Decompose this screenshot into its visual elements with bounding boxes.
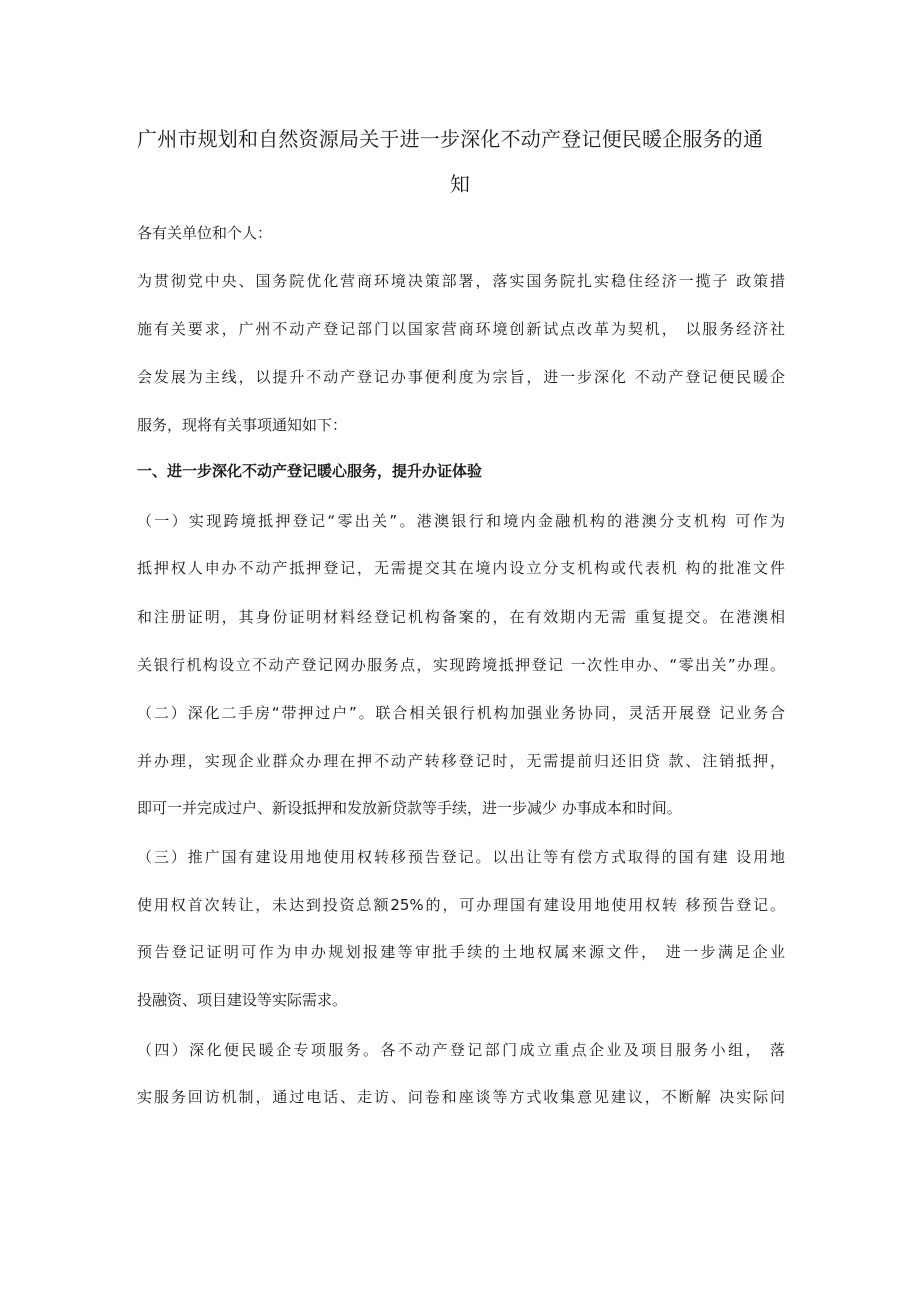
- item-2-line-3: 即可一并完成过户、新设抵押和发放新贷款等手续，进一步减少 办事成本和时间。: [137, 799, 682, 817]
- item-4-line-1: （四）深化便民暖企专项服务。各不动产登记部门成立重点企业及项目服务小组， 落: [137, 1041, 785, 1059]
- salutation: 各有关单位和个人：: [137, 224, 273, 242]
- item-3-line-2: 使用权首次转让，未达到投资总额25%的，可办理国有建设用地使用权转 移预告登记。: [137, 896, 785, 914]
- item-4-line-2: 实服务回访机制，通过电话、走访、问卷和座谈等方式收集意见建议，不断解 决实际问: [137, 1088, 785, 1106]
- item-2-line-2: 并办理，实现企业群众办理在押不动产转移登记时，无需提前归还旧贷 款、注销抵押，: [137, 752, 785, 770]
- item-3-line-4: 投融资、项目建设等实际需求。: [137, 991, 348, 1009]
- item-1-line-3: 和注册证明，其身份证明材料经登记机构备案的，在有效期内无需 重复提交。在港澳相: [137, 608, 785, 626]
- item-1-line-2: 抵押权人申办不动产抵押登记，无需提交其在境内设立分支机构或代表机 构的批准文件: [137, 559, 785, 577]
- intro-line-4: 服务，现将有关事项通知如下：: [137, 416, 348, 434]
- intro-line-3: 会发展为主线，以提升不动产登记办事便利度为宗旨，进一步深化 不动产登记便民暖企: [137, 368, 785, 386]
- section-heading-1: 一、进一步深化不动产登记暖心服务，提升办证体验: [137, 462, 483, 480]
- document-title-line-1: 广州市规划和自然资源局关于进一步深化不动产登记便民暖企服务的通: [137, 127, 764, 151]
- item-1-line-4: 关银行机构设立不动产登记网办服务点，实现跨境抵押登记 一次性申办、“零出关”办理。: [137, 656, 785, 674]
- item-1-line-1: （一）实现跨境抵押登记“零出关”。港澳银行和境内金融机构的港澳分支机构 可作为: [137, 512, 785, 530]
- item-3-line-1: （三）推广国有建设用地使用权转移预告登记。以出让等有偿方式取得的国有建 设用地: [137, 848, 785, 866]
- document-title-line-2: 知: [449, 172, 471, 196]
- item-2-line-1: （二）深化二手房“带押过户”。联合相关银行机构加强业务协同，灵活开展登 记业务合: [137, 704, 785, 722]
- intro-line-1: 为贯彻党中央、国务院优化营商环境决策部署，落实国务院扎实稳住经济一揽子 政策措: [137, 272, 785, 290]
- intro-line-2: 施有关要求，广州不动产登记部门以国家营商环境创新试点改革为契机， 以服务经济社: [137, 320, 785, 338]
- item-3-line-3: 预告登记证明可作为申办规划报建等审批手续的土地权属来源文件， 进一步满足企业: [137, 943, 785, 961]
